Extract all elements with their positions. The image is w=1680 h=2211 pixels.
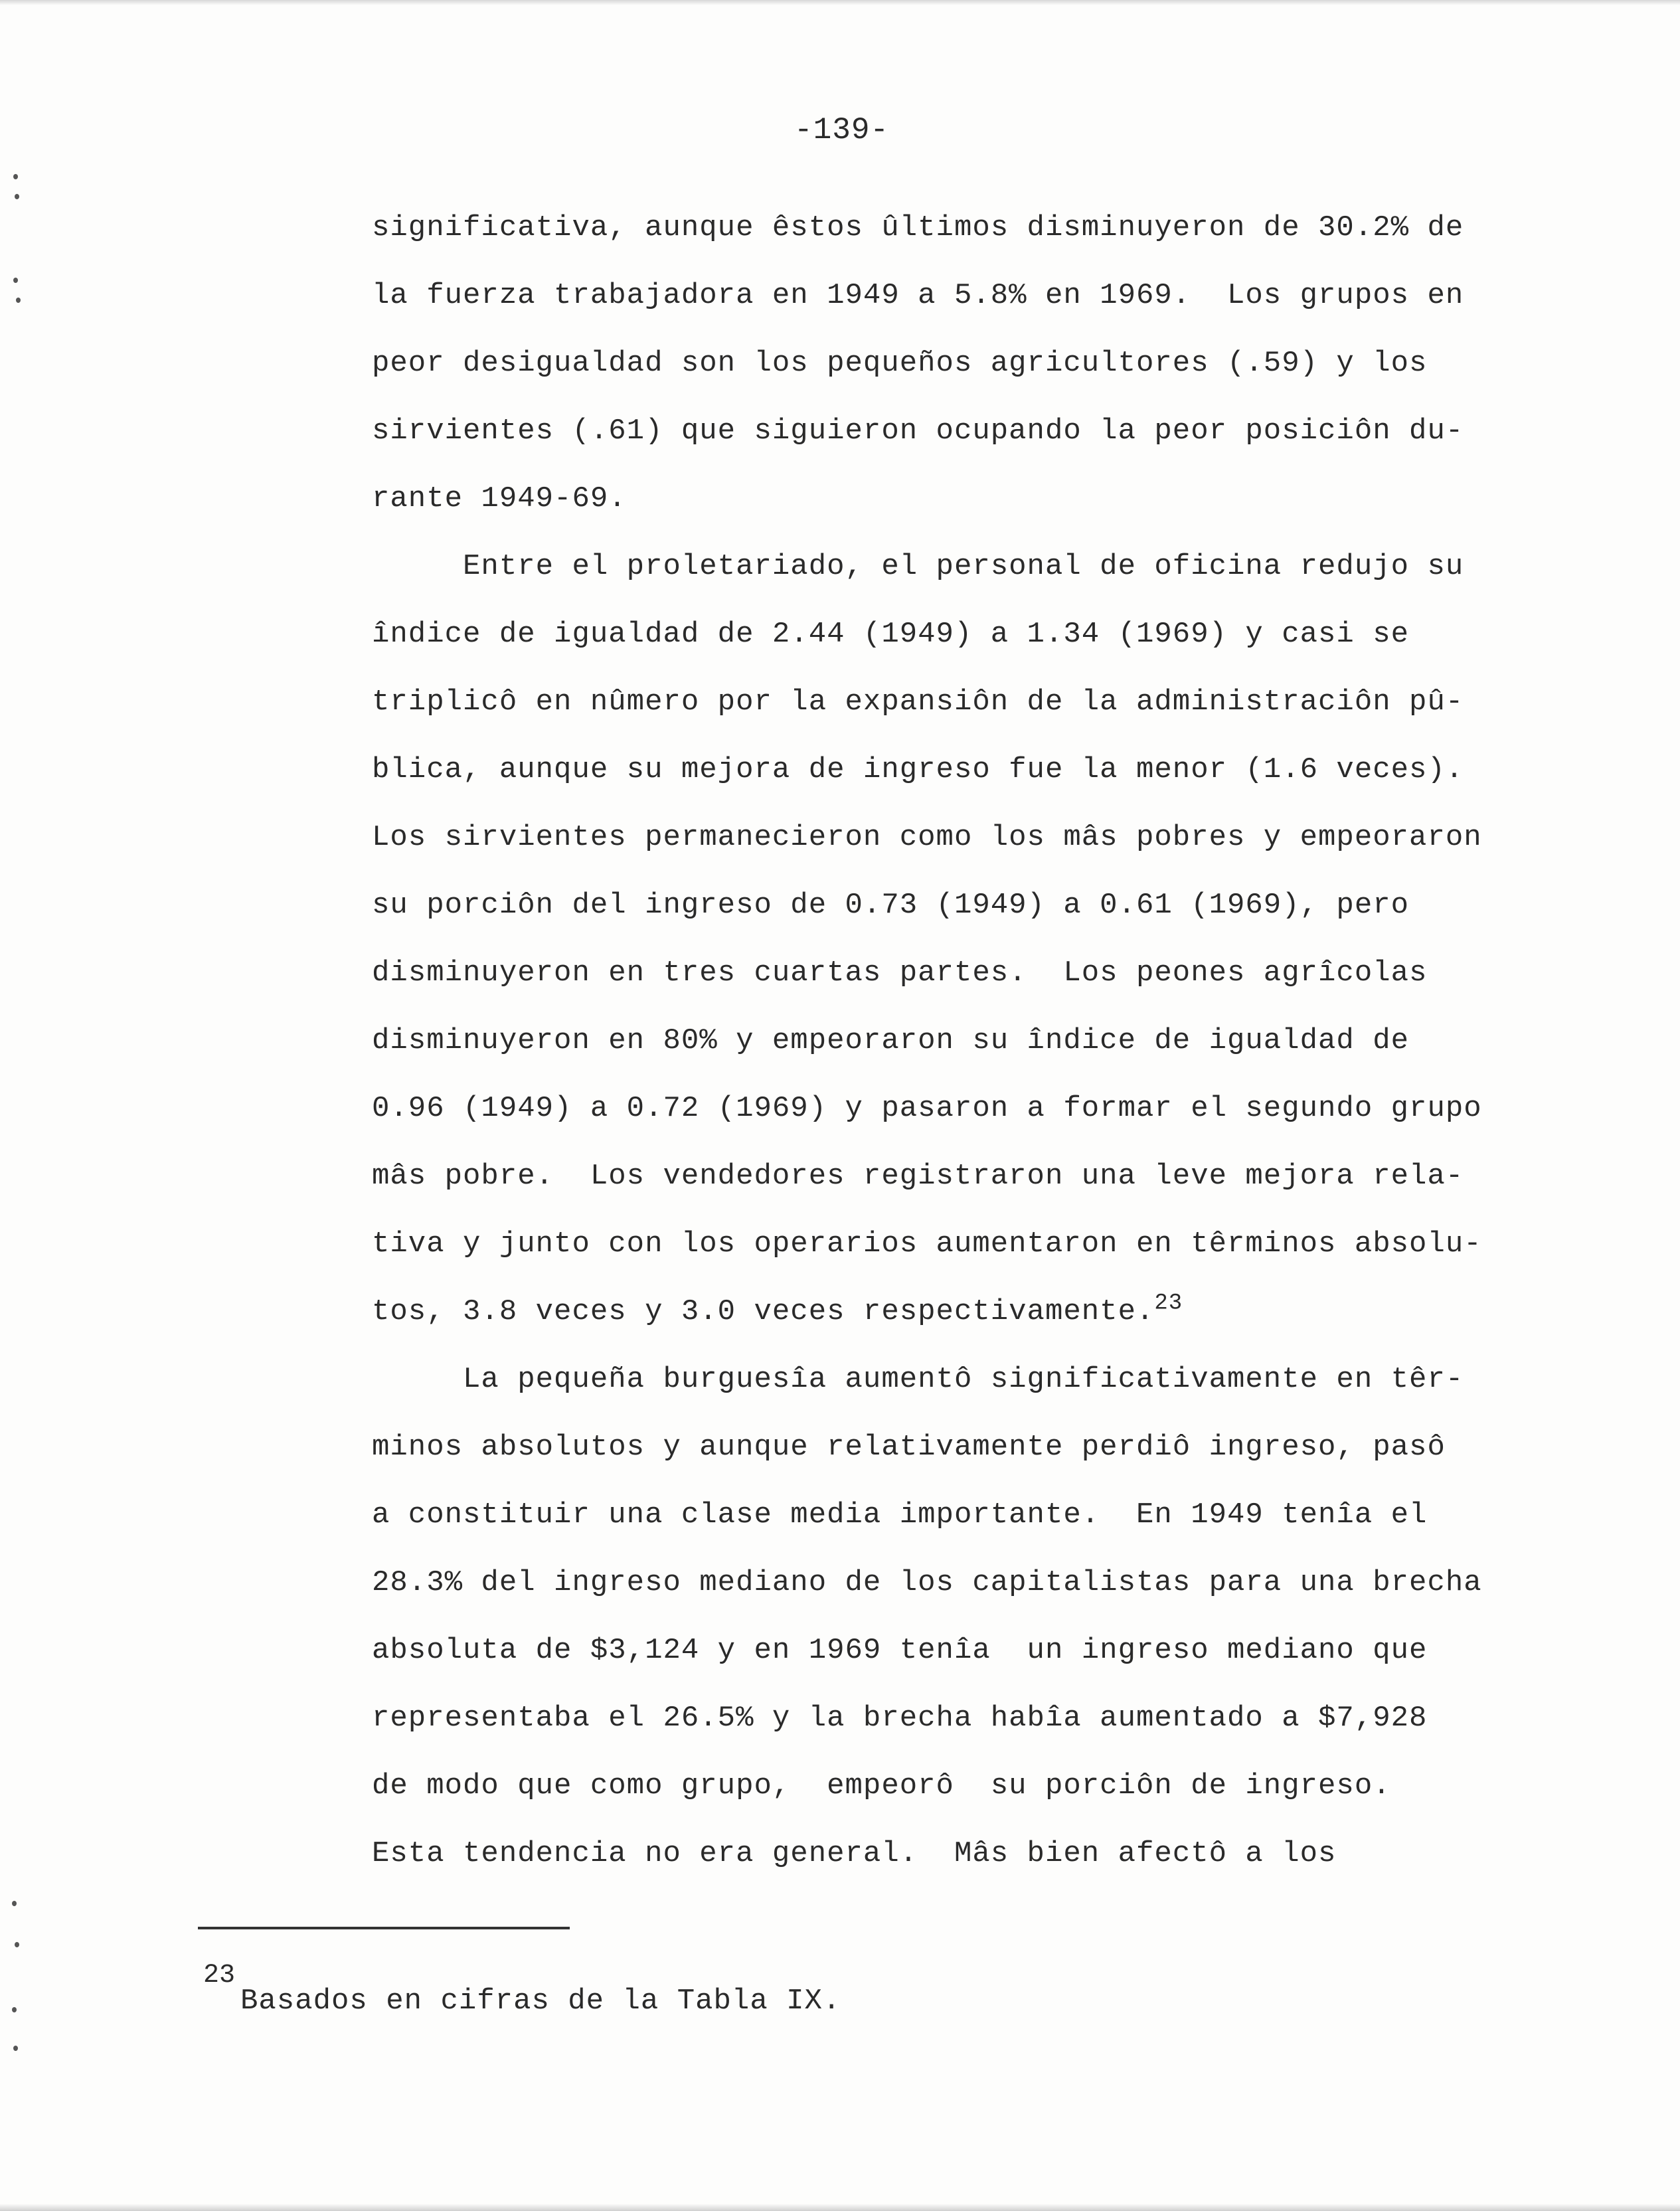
body-line-13: disminuyeron en 80% y empeoraron su îndice de igualdad de [372, 1024, 1410, 1057]
body-line-19: minos absolutos y aunque relativamente perdiô ingreso, pasô [372, 1431, 1446, 1464]
scan-speck [16, 298, 21, 303]
body-line-10: Los sirvientes permanecieron como los mâs pobres y empeoraron [372, 821, 1482, 854]
body-line-11: su porciôn del ingreso de 0.73 (1949) a 0.61 (1969), pero [372, 889, 1410, 922]
scan-speck [15, 1942, 19, 1947]
scan-speck [12, 2007, 17, 2012]
body-line-17-wrap [372, 1292, 1183, 1332]
body-line-21: 28.3% del ingreso mediano de los capitalistas para una brecha [372, 1566, 1482, 1599]
scan-speck [13, 174, 18, 179]
body-line-7: îndice de igualdad de 2.44 (1949) a 1.34 (1969) y casi se [372, 618, 1410, 651]
body-line-4: sirvientes (.61) que siguieron ocupando la peor posiciôn du- [372, 414, 1464, 448]
body-line-5: rante 1949-69. [372, 482, 627, 515]
body-line-1: significativa, aunque êstos ûltimos disminuyeron de 30.2% de [372, 211, 1464, 244]
body-line-6: Entre el proletariado, el personal de oficina redujo su [372, 550, 1464, 583]
footnote-text: Basados en cifras de la Tabla IX. [240, 1985, 841, 2018]
body-line-20: a constituir una clase media importante. En 1949 tenîa el [372, 1498, 1428, 1532]
footnote-reference: 23 [1154, 1290, 1183, 1316]
body-line-22: absoluta de $3,124 y en 1969 tenîa un ingreso mediano que [372, 1634, 1428, 1667]
body-line-2: la fuerza trabajadora en 1949 a 5.8% en 1969. Los grupos en [372, 279, 1464, 312]
scan-speck [12, 1901, 17, 1906]
body-line-14: 0.96 (1949) a 0.72 (1969) y pasaron a formar el segundo grupo [372, 1092, 1482, 1125]
scan-bottom-edge [0, 2204, 1680, 2211]
body-line-16: tiva y junto con los operarios aumentaron en têrminos absolu- [372, 1227, 1482, 1261]
body-line-9: blica, aunque su mejora de ingreso fue la menor (1.6 veces). [372, 753, 1464, 786]
body-line-8: triplicô en nûmero por la expansiôn de la administraciôn pû- [372, 685, 1464, 719]
body-line-17: tos, 3.8 veces y 3.0 veces respectivamente. [372, 1295, 1155, 1328]
body-line-24: de modo que como grupo, empeorô su porciôn de ingreso. [372, 1769, 1391, 1803]
body-line-12: disminuyeron en tres cuartas partes. Los peones agrîcolas [372, 956, 1428, 990]
body-line-23: representaba el 26.5% y la brecha habîa aumentado a $7,928 [372, 1702, 1428, 1735]
body-line-25: Esta tendencia no era general. Mâs bien afectô a los [372, 1837, 1337, 1870]
scan-speck [13, 278, 18, 283]
body-line-3: peor desigualdad son los pequeños agricultores (.59) y los [372, 347, 1428, 380]
footnote-divider [198, 1927, 570, 1929]
scan-speck [13, 2046, 18, 2051]
footnote-mark: 23 [203, 1961, 236, 1990]
body-line-15: mâs pobre. Los vendedores registraron una leve mejora rela- [372, 1160, 1464, 1193]
body-line-18: La pequeña burguesîa aumentô significativamente en têr- [372, 1363, 1464, 1396]
scan-speck [15, 194, 19, 199]
page-number: -139- [794, 113, 890, 147]
scan-top-edge [0, 0, 1680, 5]
